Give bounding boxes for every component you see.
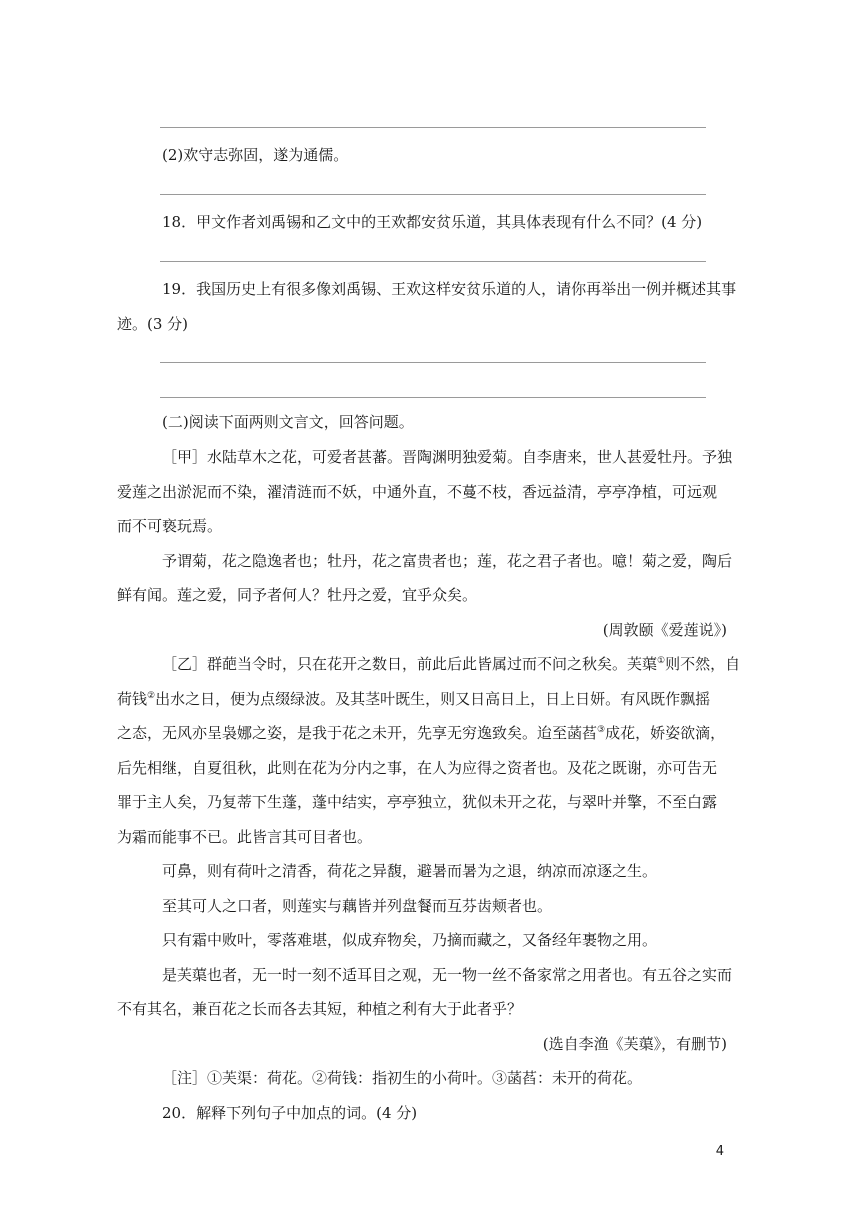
text-b-source: (选自李渔《芙蕖》，有删节)	[542, 1035, 727, 1053]
answer-line	[160, 397, 706, 398]
answer-line	[160, 194, 706, 195]
footnote: ［注］①芙渠：荷花。②荷钱：指初生的小荷叶。③菡萏：未开的荷花。	[162, 1069, 643, 1087]
question-20: 20．解释下列句子中加点的词。(4 分)	[162, 1104, 418, 1122]
question-18: 18．甲文作者刘禹锡和乙文中的王欢都安贫乐道，其具体表现有什么不同？(4 分)	[162, 213, 703, 231]
text-b-line: 不有其名，兼百花之长而各去其短，种植之利有大于此者乎？	[117, 1000, 523, 1018]
text-b-line: 荷钱②出水之日，便为点缀绿波。及其茎叶既生，则又日高日上，日上日妍。有风既作飘摇	[117, 690, 711, 708]
footnote-marker: ③	[597, 725, 606, 735]
text-b-line: ［乙］群葩当令时，只在花开之数日，前此后此皆属过而不问之秋矣。芙蕖①则不然，自	[162, 655, 741, 673]
text-a-line: 予谓菊，花之隐逸者也；牡丹，花之富贵者也；莲，花之君子者也。噫！菊之爱，陶后	[162, 552, 733, 570]
text-b-line: 后先相继，自夏徂秋，此则在花为分内之事，在人为应得之资者也。及花之既谢，亦可告无	[117, 759, 718, 777]
answer-line	[160, 127, 706, 128]
answer-line	[160, 362, 706, 363]
question-17-2: (2)欢守志弥固，遂为通儒。	[162, 146, 349, 164]
text-b-line: 罪于主人矣，乃复蒂下生蓬，蓬中结实，亭亭独立，犹似未开之花，与翠叶并擎，不至白露	[117, 793, 718, 811]
text-a-line: 爱莲之出淤泥而不染，濯清涟而不妖，中通外直，不蔓不枝，香远益清，亭亭净植，可远观	[117, 483, 718, 501]
question-19-line2: 迹。(3 分)	[117, 315, 189, 333]
text-b-line: 为霜而能事不已。此皆言其可目者也。	[117, 828, 373, 846]
text-b-line: 之态，无风亦呈袅娜之姿，是我于花之未开，先享无穷逸致矣。迨至菡萏③成花，娇姿欲滴，	[117, 724, 726, 742]
text-a-line: 鲜有闻。莲之爱，同予者何人？牡丹之爱，宜乎众矣。	[117, 586, 478, 604]
text-b-line: 至其可人之口者，则莲实与藕皆并列盘餐而互芬齿颊者也。	[162, 897, 553, 915]
text-b-line: 可鼻，则有荷叶之清香，荷花之异馥，避暑而暑为之退，纳凉而凉逐之生。	[162, 862, 658, 880]
text-a-source: (周敦颐《爱莲说》)	[602, 621, 727, 639]
text-a-line: ［甲］水陆草木之花，可爱者甚蕃。晋陶渊明独爱菊。自李唐来，世人甚爱牡丹。予独	[162, 448, 733, 466]
page-number: 4	[715, 1144, 724, 1159]
text-a-line: 而不可亵玩焉。	[117, 517, 223, 535]
section-2-title: (二)阅读下面两则文言文，回答问题。	[162, 413, 414, 431]
footnote-marker: ②	[147, 691, 156, 701]
text-b-line: 只有霜中败叶，零落难堪，似成弃物矣，乃摘而藏之，又备经年裹物之用。	[162, 931, 658, 949]
answer-line	[160, 261, 706, 262]
question-19-line1: 19．我国历史上有很多像刘禹锡、王欢这样安贫乐道的人，请你再举出一例并概述其事	[162, 280, 737, 298]
text-b-line: 是芙蕖也者，无一时一刻不适耳目之观，无一物一丝不备家常之用者也。有五谷之实而	[162, 966, 733, 984]
footnote-marker: ①	[657, 656, 666, 666]
